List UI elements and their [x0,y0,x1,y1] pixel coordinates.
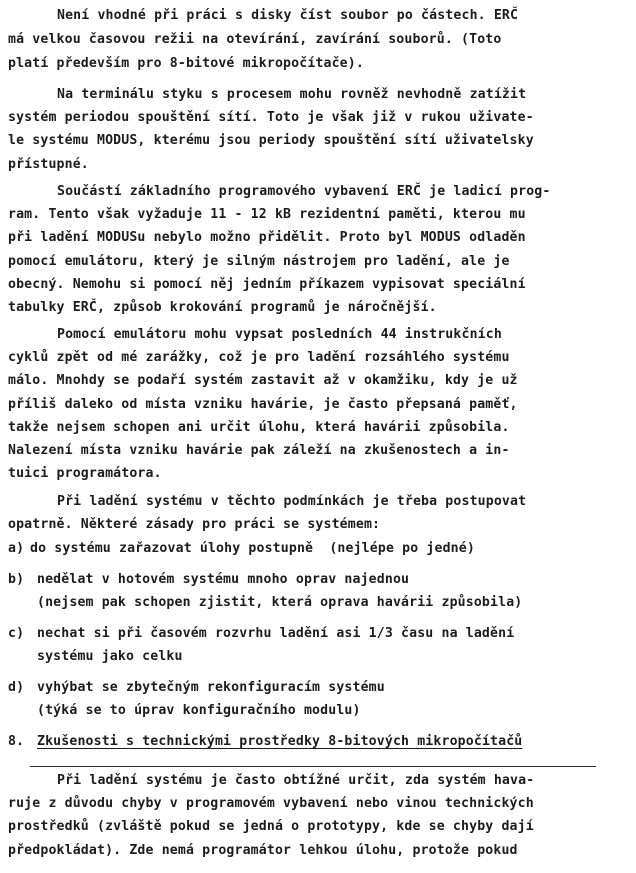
list-item-text: systému jako celku [37,649,183,664]
text-line: cyklů zpět od mé zarážky, což je pro ladění rozsáhlého systému [8,350,510,365]
list-item-text: nechat si při časovém rozvrhu ladění asi 1/3 času na ladění [37,626,515,641]
text-line: pomocí emulátoru, který je silným nástrojem pro ladění, ale je [8,254,510,269]
text-line: obecný. Nemohu si pomocí něj jedním příkazem vypisovat speciální [8,277,526,292]
text-line: Při ladění systému v těchto podmínkách je třeba postupovat [57,494,527,509]
list-item-text: vyhýbat se zbytečným rekonfiguracím systému [37,680,385,695]
section-divider [30,766,596,767]
text-line: tuici programátora. [8,466,162,481]
list-marker: c) [8,626,25,641]
list-item-text: (týká se to úprav konfiguračního modulu) [37,703,361,718]
text-line: málo. Mnohdy se podaří systém zastavit až v okamžiku, kdy je už [8,373,518,388]
text-line: Není vhodné při práci s disky číst soubor po částech. ERČ [57,8,519,23]
text-line: příliš daleko od místa vzniku havárie, je často přepsaná paměť, [8,397,518,412]
list-marker: a) [8,541,25,556]
text-line: přístupné. [8,157,89,172]
text-line: při ladění MODUSu nebylo možno přidělit. Proto byl MODUS odladěn [8,230,526,245]
text-line: platí především pro 8-bitové mikropočítače). [8,56,364,71]
list-item-text: do systému zařazovat úlohy postupně (nejlépe po jedné) [30,541,475,556]
text-line: Při ladění systému je často obtížné určit, zda systém hava- [57,773,535,788]
text-line: Pomocí emulátoru mohu vypsat posledních 44 instrukčních [57,327,502,342]
list-marker: d) [8,680,25,695]
text-line: ram. Tento však vyžaduje 11 - 12 kB rezidentní paměti, kterou mu [8,207,526,222]
text-line: le systému MODUS, kterému jsou periody spouštění sítí uživatelsky [8,133,534,148]
section-number: 8. [8,734,25,749]
section-title: Zkušenosti s technickými prostředky 8-bitových mikropočítačů [37,734,523,749]
text-line: ruje z důvodu chyby v programovém vybavení nebo vinou technických [8,796,534,811]
list-marker: b) [8,572,25,587]
text-line: systém periodou spouštění sítí. Toto je však již v rukou uživate- [8,110,534,125]
text-line: předpokládat). Zde nemá programátor lehkou úlohu, protože pokud [8,843,518,858]
text-line: takže nejsem schopen ani určit úlohu, která havárii způsobila. [8,420,510,435]
text-line: má velkou časovou režii na otevírání, zavírání souborů. (Toto [8,32,502,47]
text-line: tabulky ERČ, způsob krokování programů je náročnější. [8,300,437,315]
list-item-text: (nejsem pak schopen zjistit, která oprava havárii způsobila) [37,595,523,610]
text-line: opatrně. Některé zásady pro práci se systémem: [8,517,381,532]
text-line: Nalezení místa vzniku havárie pak záleží na zkušenostech a in- [8,443,510,458]
list-item-text: nedělat v hotovém systému mnoho oprav najednou [37,572,410,587]
text-line: Součástí základního programového vybavení ERČ je ladicí prog- [57,184,551,199]
text-line: Na terminálu styku s procesem mohu rovněž nevhodně zatížit [57,87,527,102]
text-line: prostředků (zvláště pokud se jedná o prototypy, kde se chyby dají [8,819,534,834]
